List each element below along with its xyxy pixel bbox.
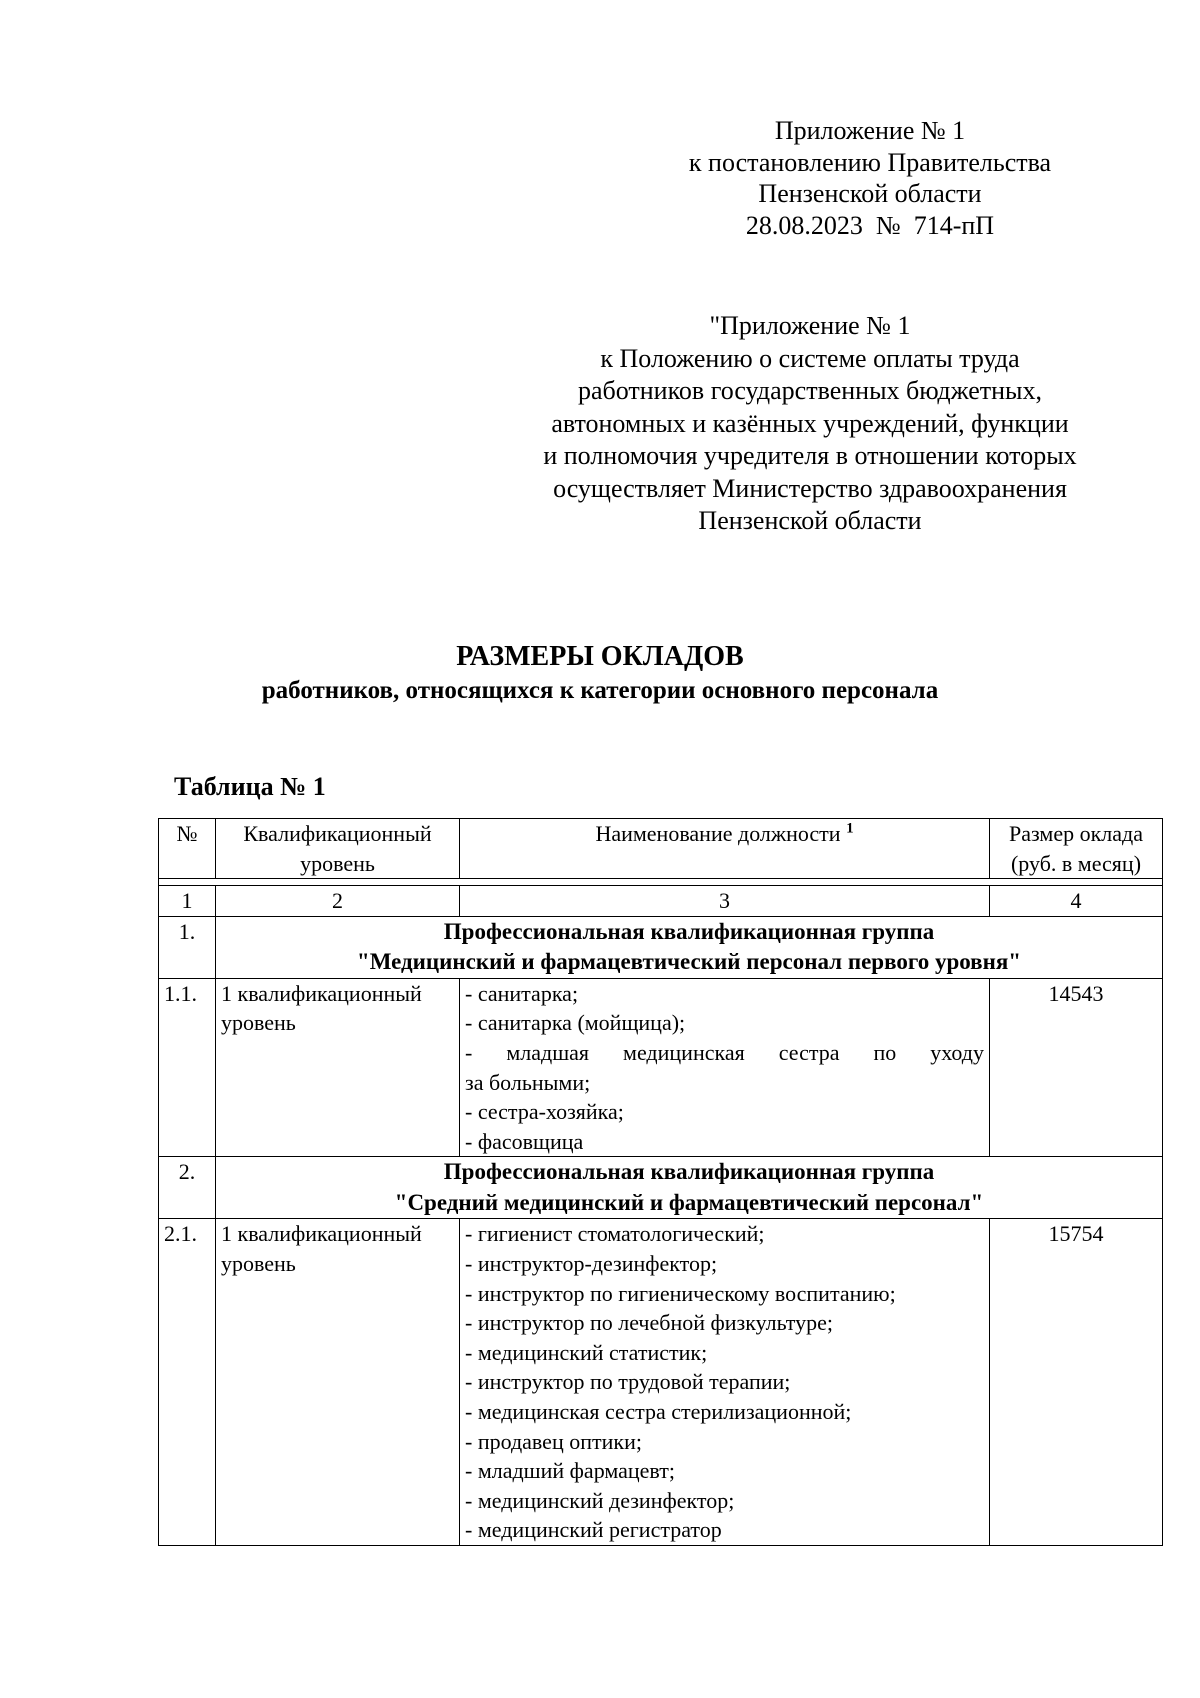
row-number: 1.1. xyxy=(159,978,216,1157)
column-number: 4 xyxy=(990,886,1163,917)
quoted-appendix-header xyxy=(480,310,1140,538)
table-caption: Таблица № 1 xyxy=(174,772,326,801)
position-item: - инструктор по трудовой терапии; xyxy=(465,1369,791,1395)
table-header-row xyxy=(159,819,1163,879)
group-title-line: Профессиональная квалификационная группа xyxy=(443,1159,935,1185)
quoted-header-line: автономных и казённых учреждений, функции xyxy=(551,408,1069,438)
salary-value: 14543 xyxy=(990,978,1163,1157)
position-item: - инструктор-дезинфектор; xyxy=(465,1250,718,1276)
group-number: 1. xyxy=(159,916,216,978)
appendix-header xyxy=(640,115,1100,241)
position-list xyxy=(460,978,990,1157)
header-num: № xyxy=(159,819,216,879)
quoted-header-line: работников государственных бюджетных, xyxy=(577,376,1043,405)
position-item: - сестра-хозяйка; xyxy=(465,1099,624,1125)
header-position xyxy=(460,819,990,879)
header-position-label: Наименование должности xyxy=(595,821,847,846)
footnote-marker: 1 xyxy=(846,820,854,837)
position-item: - младший фармацевт; xyxy=(465,1458,675,1484)
quoted-header-line: Пензенской области xyxy=(698,506,922,535)
position-list xyxy=(460,1219,990,1546)
qualification-level: 1 квалификационный уровень xyxy=(216,1219,460,1546)
header-level: Квалификационный уровень xyxy=(216,819,460,879)
position-item: - инструктор по лечебной физкультуре; xyxy=(465,1310,833,1336)
table-row xyxy=(159,1219,1163,1546)
table-row xyxy=(159,978,1163,1157)
quoted-header-line: "Приложение № 1 xyxy=(709,311,911,340)
row-number: 2.1. xyxy=(159,1219,216,1546)
position-item: - инструктор по гигиеническому воспитанию; xyxy=(465,1280,896,1306)
table-spacer xyxy=(159,879,1163,886)
salary-table xyxy=(158,818,1163,1546)
position-item: - продавец оптики; xyxy=(465,1428,642,1454)
group-number: 2. xyxy=(159,1157,216,1219)
group-title xyxy=(216,1157,1163,1219)
position-item: - фасовщица xyxy=(465,1128,584,1154)
quoted-header-line: осуществляет Министерство здравоохранения xyxy=(553,473,1067,503)
column-number: 3 xyxy=(460,886,990,917)
position-item: - санитарка (мойщица); xyxy=(465,1010,686,1036)
quoted-header-line: и полномочия учредителя в отношении которых xyxy=(543,441,1077,470)
appendix-header-line: Пензенской области xyxy=(758,179,982,208)
document-subtitle: работников, относящихся к категории основного персонала xyxy=(261,677,939,704)
group-title-line: "Средний медицинский и фармацевтический персонал" xyxy=(394,1189,984,1215)
position-item: - гигиенист стоматологический; xyxy=(465,1221,765,1247)
document-title: РАЗМЕРЫ ОКЛАДОВ xyxy=(456,641,744,672)
column-number: 1 xyxy=(159,886,216,917)
position-item: - медицинский регистратор xyxy=(465,1517,722,1543)
appendix-header-line: Приложение № 1 xyxy=(774,116,966,145)
position-item: - медицинский статистик; xyxy=(465,1339,708,1365)
column-number-row xyxy=(159,886,1163,917)
qualification-level: 1 квалификационный уровень xyxy=(216,978,460,1157)
position-item: - санитарка; xyxy=(465,980,579,1006)
position-item: - младшая медицинская сестра по уходу xyxy=(465,1039,984,1065)
spacer-cell xyxy=(159,879,1163,886)
group-title xyxy=(216,916,1163,978)
position-item: - медицинская сестра стерилизационной; xyxy=(465,1398,852,1424)
header-salary: Размер оклада (руб. в месяц) xyxy=(990,819,1163,879)
appendix-header-date: 28.08.2023 № 714-пП xyxy=(745,210,995,240)
group-row xyxy=(159,1157,1163,1219)
group-row xyxy=(159,916,1163,978)
group-title-line: Профессиональная квалификационная группа xyxy=(443,918,935,944)
salary-value: 15754 xyxy=(990,1219,1163,1546)
position-item: - медицинский дезинфектор; xyxy=(465,1487,735,1513)
quoted-header-line: к Положению о системе оплаты труда xyxy=(600,343,1020,373)
position-item: за больными; xyxy=(465,1069,591,1095)
group-title-line: "Медицинский и фармацевтический персонал первого уровня" xyxy=(356,949,1022,975)
appendix-header-line: к постановлению Правительства xyxy=(688,147,1052,177)
column-number: 2 xyxy=(216,886,460,917)
